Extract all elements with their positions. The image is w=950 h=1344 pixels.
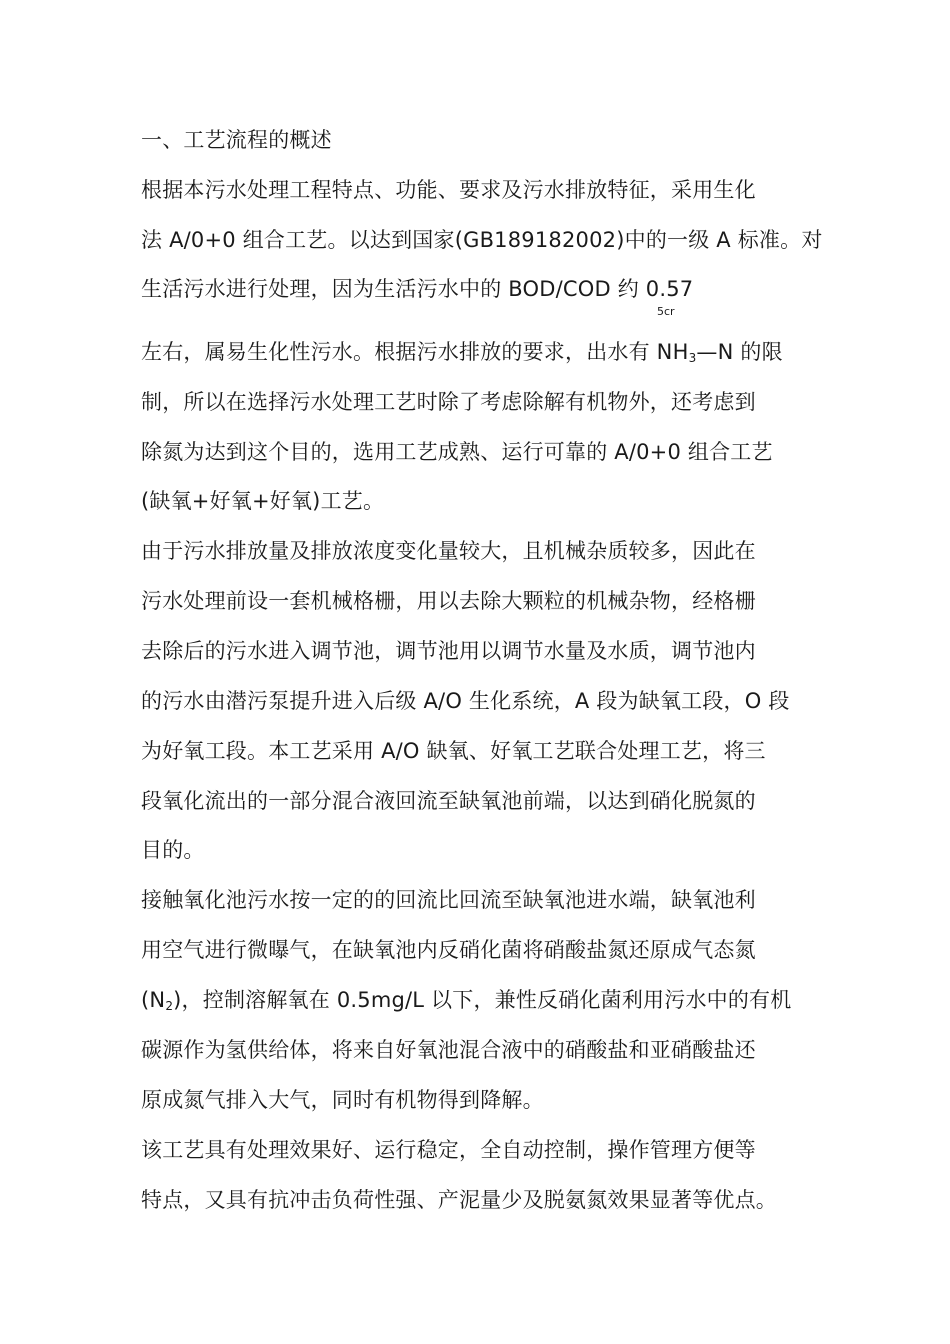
paragraph-line: 段氧化流出的一部分混合液回流至缺氧池前端，以达到硝化脱氮的: [141, 789, 756, 813]
line-text: —N 的限: [696, 340, 783, 364]
paragraph-line: 原成氮气排入大气，同时有机物得到降解。: [141, 1088, 544, 1112]
paragraph-line: 污水处理前设一套机械格栅，用以去除大颗粒的机械杂物，经格栅: [141, 589, 756, 613]
section-heading: 一、工艺流程的概述: [141, 128, 332, 152]
paragraph-line: [141, 337, 783, 367]
paragraph-line: 去除后的污水进入调节池，调节池用以调节水量及水质，调节池内: [141, 639, 756, 663]
paragraph-line: 由于污水排放量及排放浓度变化量较大，且机械杂质较多，因此在: [141, 539, 756, 563]
paragraph-line: 生活污水进行处理，因为生活污水中的 BOD/COD 约 0.57: [141, 277, 694, 301]
paragraph-line: 除氮为达到这个目的，选用工艺成熟、运行可靠的 A/0+0 组合工艺: [141, 440, 773, 464]
subscript: 3: [688, 351, 697, 365]
subscript-note: 5cr: [657, 305, 675, 318]
paragraph-line: 的污水由潜污泵提升进入后级 A/O 生化系统，A 段为缺氧工段，O 段: [141, 689, 790, 713]
paragraph-line: 特点，又具有抗冲击负荷性强、产泥量少及脱氨氮效果显著等优点。: [141, 1188, 777, 1212]
paragraph-line: (缺氧+好氧+好氧)工艺。: [141, 489, 385, 513]
line-text: (N: [141, 988, 166, 1012]
paragraph-line: 用空气进行微曝气，在缺氧池内反硝化菌将硝酸盐氮还原成气态氮: [141, 938, 756, 962]
paragraph-line: 法 A/0+0 组合工艺。以达到国家(GB189182002)中的一级 A 标准。对: [141, 228, 823, 252]
paragraph-line: 根据本污水处理工程特点、功能、要求及污水排放特征，采用生化: [141, 178, 756, 202]
line-text: 左右，属易生化性污水。根据污水排放的要求，出水有 NH: [141, 340, 689, 364]
paragraph-line: 为好氧工段。本工艺采用 A/O 缺氧、好氧工艺联合处理工艺，将三: [141, 739, 766, 763]
paragraph-line: 目的。: [141, 838, 205, 862]
paragraph-line: 该工艺具有处理效果好、运行稳定，全自动控制，操作管理方便等: [141, 1138, 756, 1162]
paragraph-line: [141, 985, 791, 1015]
paragraph-line: 接触氧化池污水按一定的的回流比回流至缺氧池进水端，缺氧池利: [141, 888, 756, 912]
paragraph-line: 制，所以在选择污水处理工艺时除了考虑除解有机物外，还考虑到: [141, 390, 756, 414]
subscript: 2: [165, 999, 174, 1013]
paragraph-line: 碳源作为氢供给体，将来自好氧池混合液中的硝酸盐和亚硝酸盐还: [141, 1038, 756, 1062]
line-text: )，控制溶解氧在 0.5mg/L 以下，兼性反硝化菌利用污水中的有机: [173, 988, 792, 1012]
